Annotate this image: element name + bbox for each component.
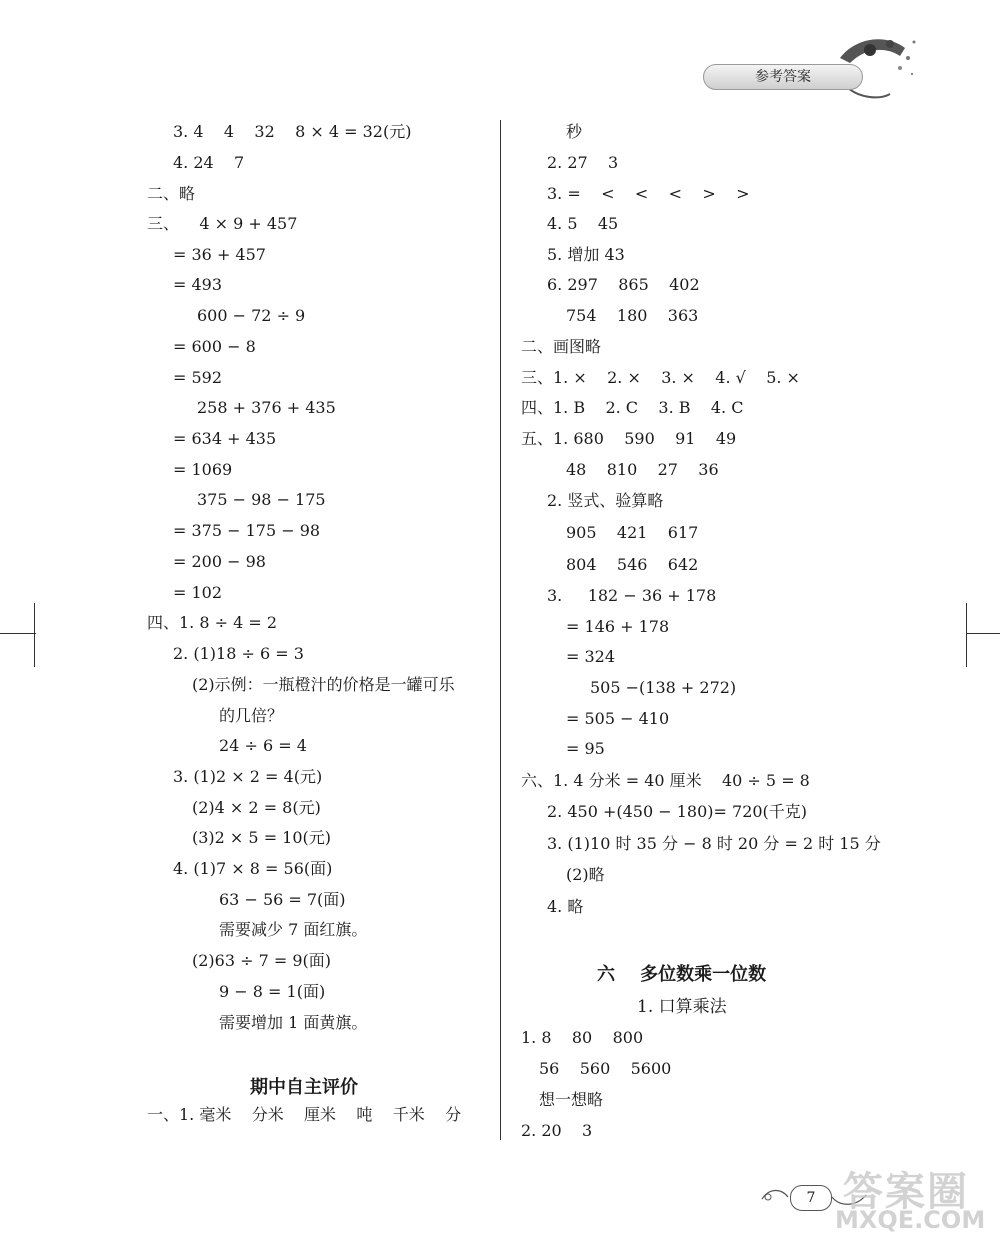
text-line: 3. 4 4 32 8 × 4 = 32(元): [173, 122, 412, 141]
text-line: 秒: [566, 122, 583, 141]
text-line: = 592: [173, 368, 223, 387]
header-title: 参考答案: [703, 64, 863, 90]
section-subheading: 1. 口算乘法: [637, 997, 727, 1017]
text-line: (3)2 × 5 = 10(元): [192, 828, 332, 847]
text-line: 375 − 98 − 175: [197, 490, 326, 509]
site-watermark: [835, 1160, 995, 1240]
text-line: 二、略: [147, 184, 196, 203]
text-line: 4. (1)7 × 8 = 56(面): [173, 859, 333, 878]
text-line: 需要减少 7 面红旗。: [219, 920, 368, 939]
crop-mark: [34, 603, 35, 667]
text-line: 想一想略: [539, 1090, 604, 1109]
text-line: 四、1. 8 ÷ 4 = 2: [147, 613, 278, 632]
text-line: (2)示例：一瓶橙汁的价格是一罐可乐: [192, 675, 455, 694]
text-line: 48 810 27 36: [566, 460, 719, 479]
watermark-cn: 答案圈: [843, 1169, 969, 1215]
text-line: = 200 − 98: [173, 552, 266, 571]
text-line: = 95: [566, 739, 605, 758]
text-line: 一、1. 毫米 分米 厘米 吨 千米 分: [147, 1105, 462, 1124]
text-line: (2)63 ÷ 7 = 9(面): [192, 951, 332, 970]
text-line: = 1069: [173, 460, 233, 479]
page-number: 7: [790, 1185, 832, 1211]
crop-mark: [966, 603, 967, 667]
text-line: 258 + 376 + 435: [197, 398, 336, 417]
text-line: 2. 27 3: [547, 153, 619, 172]
text-line: 的几倍？: [219, 706, 284, 725]
text-line: = 634 + 435: [173, 429, 277, 448]
text-line: 754 180 363: [566, 306, 699, 325]
text-line: (2)4 × 2 = 8(元): [192, 798, 321, 817]
text-line: 5. 增加 43: [547, 245, 625, 264]
text-line: 2. (1)18 ÷ 6 = 3: [173, 644, 304, 663]
text-line: 2. 竖式、验算略: [547, 491, 664, 510]
text-line: = 505 − 410: [566, 709, 670, 728]
text-line: = 36 + 457: [173, 245, 266, 264]
text-line: 二、画图略: [521, 337, 602, 356]
text-line: 六、1. 4 分米 = 40 厘米 40 ÷ 5 = 8: [521, 771, 810, 790]
chapter-heading: 六 多位数乘一位数: [597, 964, 767, 985]
text-line: 3. (1)2 × 2 = 4(元): [173, 767, 323, 786]
text-line: = 102: [173, 583, 223, 602]
text-line: 63 − 56 = 7(面): [219, 890, 346, 909]
text-line: 24 ÷ 6 = 4: [219, 736, 307, 755]
text-line: 需要增加 1 面黄旗。: [219, 1013, 368, 1032]
column-divider: [500, 120, 501, 1140]
text-line: 6. 297 865 402: [547, 275, 700, 294]
text-line: = 600 − 8: [173, 337, 256, 356]
text-line: 1. 8 80 800: [521, 1028, 644, 1047]
text-line: = 375 − 175 − 98: [173, 521, 321, 540]
text-line: 3. = < < < > >: [547, 184, 750, 203]
text-line: (2)略: [566, 865, 605, 884]
text-line: 9 − 8 = 1(面): [219, 982, 326, 1001]
text-line: 3. (1)10 时 35 分 − 8 时 20 分 = 2 时 15 分: [547, 834, 881, 853]
text-line: = 324: [566, 647, 616, 666]
text-line: 505 −(138 + 272): [590, 678, 737, 697]
text-line: 三、1. × 2. × 3. × 4. √ 5. ×: [521, 368, 800, 387]
crop-mark: [966, 633, 1000, 634]
text-line: 五、1. 680 590 91 49: [521, 429, 737, 448]
text-line: 2. 20 3: [521, 1121, 593, 1140]
text-line: 804 546 642: [566, 555, 699, 574]
text-line: = 146 + 178: [566, 617, 670, 636]
text-line: 600 − 72 ÷ 9: [197, 306, 306, 325]
text-line: 2. 450 +(450 − 180)= 720(千克): [547, 802, 808, 821]
text-line: 三、 4 × 9 + 457: [147, 214, 298, 233]
text-line: 3. 182 − 36 + 178: [547, 586, 717, 605]
text-line: = 493: [173, 275, 223, 294]
text-line: 4. 24 7: [173, 153, 245, 172]
text-line: 4. 5 45: [547, 214, 619, 233]
text-line: 905 421 617: [566, 523, 699, 542]
watermark-en: MXQE.COM: [835, 1206, 986, 1234]
section-heading: 期中自主评价: [250, 1077, 358, 1098]
text-line: 56 560 5600: [539, 1059, 672, 1078]
text-line: 4. 略: [547, 897, 584, 916]
crop-mark: [0, 633, 36, 634]
text-line: 四、1. B 2. C 3. B 4. C: [521, 398, 744, 417]
